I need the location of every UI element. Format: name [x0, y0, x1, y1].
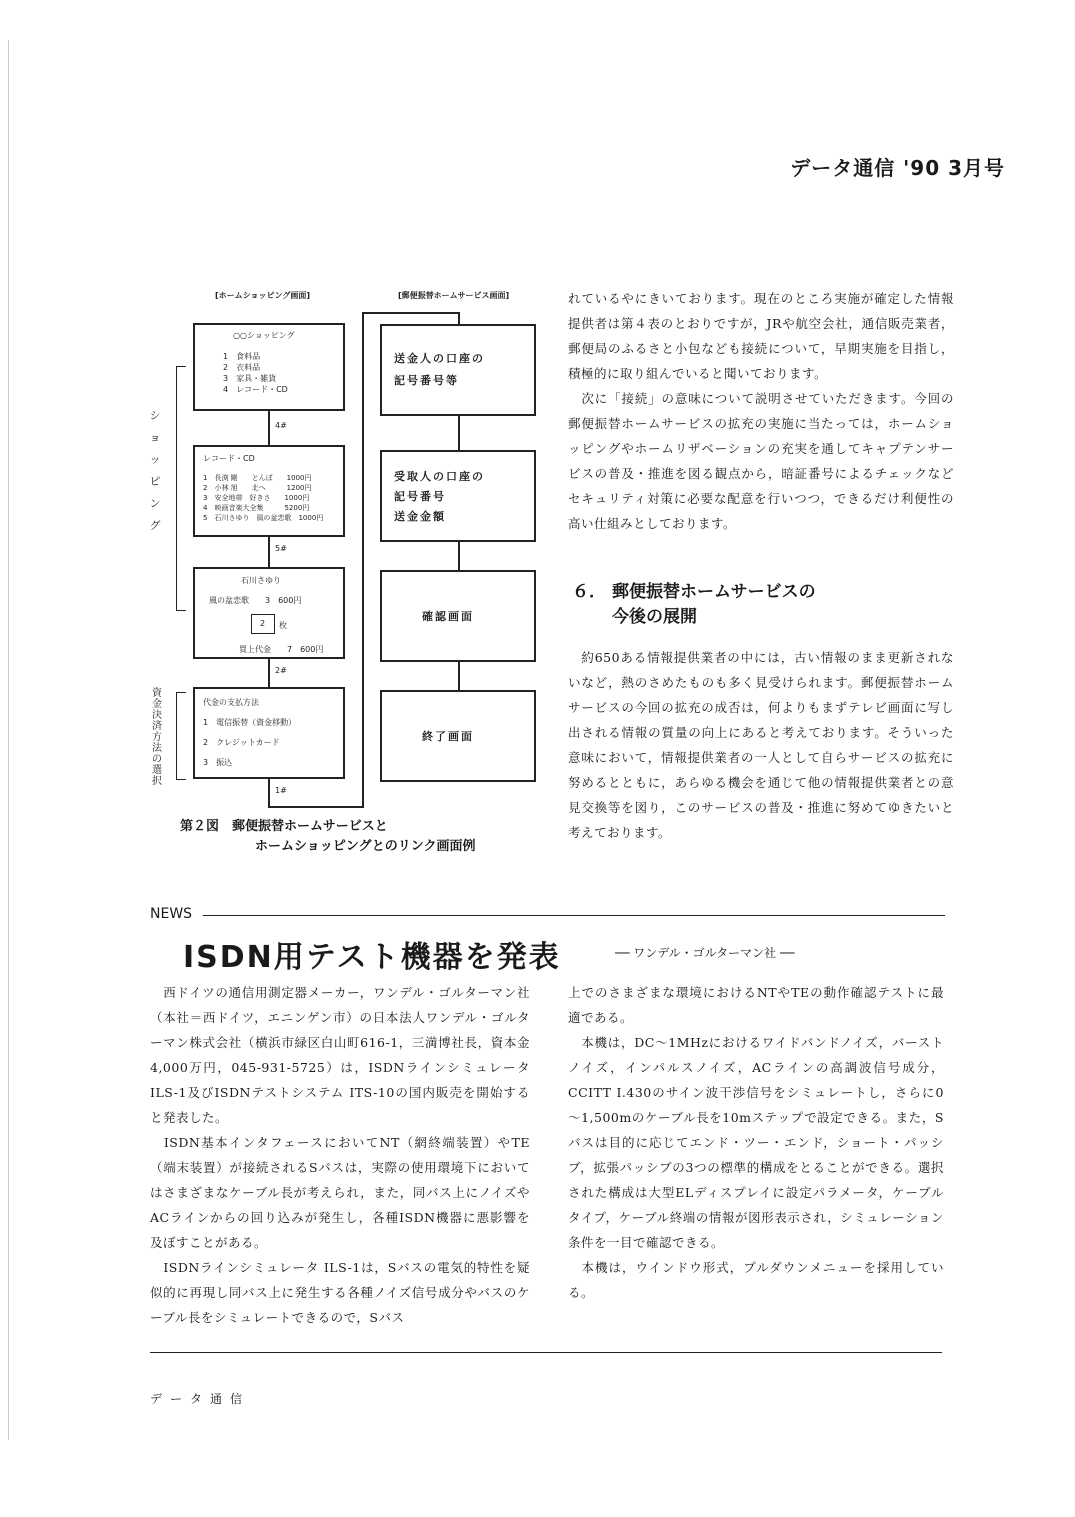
record-line: 4 映画音楽大全集 5200円	[203, 504, 310, 512]
paragraph: ISDNラインシミュレータ ILS-1は，Sバスの電気的特性を疑似的に再現し同バス上に発生する各種ノイズ信号成分やバスのケーブル長をシミュレートできるので，Sバス	[150, 1260, 530, 1325]
connector-line	[268, 659, 270, 687]
screen-receiver-account	[380, 450, 536, 542]
section-number: ６．	[572, 582, 606, 602]
page-edge-shadow	[8, 40, 9, 1440]
news-title: ISDN用テスト機器を発表	[183, 940, 561, 975]
link-line-top-drop	[458, 312, 460, 324]
quantity-box	[251, 614, 275, 634]
screen-line: 記号番号	[394, 490, 446, 503]
news-rule	[203, 915, 945, 916]
payment-line: 2 クレジットカード	[203, 738, 280, 747]
screen-shopping-menu	[193, 323, 345, 411]
screen-payment-method	[193, 687, 345, 779]
connector-label: 4#	[275, 421, 287, 430]
record-line: 2 小林 旭 北へ 1200円	[203, 484, 312, 492]
connector-label: 2#	[275, 666, 287, 675]
screen-title: 石川さゆり	[241, 576, 281, 585]
screen-end	[380, 690, 536, 782]
record-line: 3 安全地帯 好きさ 1000円	[203, 494, 310, 502]
menu-line: 2 衣料品	[223, 363, 261, 372]
section-title-line1: 郵便振替ホームサービスの	[612, 582, 816, 602]
screen-line: 送金人の口座の	[394, 352, 485, 365]
news-right-column	[568, 980, 944, 1305]
page-header: データ通信 '90 3月号	[790, 156, 1005, 180]
record-line: 1 長渕 剛 とんぼ 1000円	[203, 474, 312, 482]
paragraph: 西ドイツの通信用測定器メーカー，ワンデル・ゴルターマン社（本社＝西ドイツ，エニンゲン市）の日本法人ワンデル・ゴルターマン株式会社（横浜市緑区白山町616-1，三満博社長，資本金4,000万円，045-931-5725）は，ISDNラインシミュレータ ILS-1及びISDNテストシステム ITS-10の国内販売を開始すると発表した。	[150, 985, 530, 1125]
screen-title: ○○ショッピング	[233, 331, 295, 340]
bracket-shopping	[176, 366, 177, 611]
order-line: 風の盆恋歌 3 600円	[209, 596, 302, 605]
paragraph: れているやにきいております。現在のところ実施が確定した情報提供者は第４表のとおりですが，JRや航空会社，通信販売業者，郵便局のふるさと小包なども接続について，早期実施を目指し，積極的に取り組んでいると聞いております。	[568, 291, 954, 381]
screen-line: 終了画面	[422, 730, 474, 743]
menu-line: 3 家具・雑貨	[223, 374, 277, 383]
screen-line: 確認画面	[422, 610, 474, 623]
connector-line	[458, 662, 460, 690]
figure-left-heading: [ホームショッピング画面]	[215, 291, 310, 300]
news-byline: ── ワンデル・ゴルターマン社 ──	[615, 946, 795, 960]
link-line-vertical	[362, 312, 364, 808]
payment-line: 3 振込	[203, 758, 233, 767]
menu-line: 4 レコード・CD	[223, 385, 288, 394]
quantity-value: 2	[260, 619, 266, 628]
screen-title: 代金の支払方法	[203, 698, 259, 707]
screen-line: 受取人の口座の	[394, 470, 485, 483]
bracket-tick	[176, 366, 186, 367]
record-line: 5 石川さゆり 風の盆恋歌 1000円	[203, 514, 324, 522]
bracket-tick	[176, 779, 186, 780]
screen-records-list	[193, 445, 345, 537]
section-title-line2: 今後の展開	[612, 607, 697, 627]
side-label-payment: 資金決済方法の選択	[152, 688, 162, 787]
bracket-tick	[176, 692, 186, 693]
connector-line	[458, 416, 460, 450]
connector-line	[268, 411, 270, 445]
paragraph: 約650ある情報提供業者の中には，古い情報のまま更新されないなど，熱のさめたものも多く見受けられます。郵便振替ホームサービスの今回の拡充の成否は，何よりもまずテレビ画面に写し出される情報の質量の向上にあると考えております。そういった意味において，情報提供業者の一人として自らサービスの拡充に努めるとともに，あらゆる機会を通じて他の情報提供業者との意見交換等を図り，このサービスの普及・推進に努めてゆきたいと考えております。	[568, 650, 954, 840]
bracket-tick	[176, 610, 186, 611]
screen-sender-account	[380, 324, 536, 416]
section-body	[568, 645, 954, 845]
figure-caption-line2: ホームショッピングとのリンク画面例	[255, 839, 476, 854]
news-label: NEWS	[150, 906, 193, 922]
bracket-payment	[176, 692, 177, 780]
link-line-top	[362, 312, 458, 314]
news-left-column	[150, 980, 530, 1330]
paragraph: 本機は，DC～1MHzにおけるワイドバンドノイズ，バーストノイズ，インパルスノイズ，ACラインの高調波信号成分，CCITT I.430のサイン波干渉信号をシミュレートし，さらに0～1,500mのケーブル長を10mステップで設定できる。また，Sバスは目的に応じてエンド・ツー・エンド，ショート・パッシブ，拡張パッシブの3つの標準的構成をとることができる。選択された構成は大型ELディスプレイに設定パラメータ，ケーブルタイプ，ケーブル終端の情報が図形表示され，シミュレーション条件を一目で確認できる。	[568, 1035, 944, 1250]
connector-line	[268, 779, 270, 807]
screen-confirm	[380, 570, 536, 662]
paragraph: ISDN基本インタフェースにおいてNT（網終端装置）やTE（端末装置）が接続されるSバスは，実際の使用環境下においてはさまざまなケーブル長が考えられ，また，同バス上にノイズやACラインからの回り込みが発生し，各種ISDN機器に悪影響を及ぼすことがある。	[150, 1135, 530, 1250]
link-line-bottom	[268, 806, 362, 808]
page-footer: データ通信	[150, 1392, 251, 1406]
screen-title: レコード・CD	[203, 454, 255, 463]
quantity-unit: 枚	[279, 621, 287, 630]
screen-line: 記号番号等	[394, 374, 459, 387]
side-label-shopping: ショッピング	[149, 409, 161, 532]
screen-line: 送金金額	[394, 510, 446, 523]
order-total: 買上代金 7 600円	[239, 645, 324, 654]
paragraph: 上でのさまざまな環境におけるNTやTEの動作確認テストに最適である。	[568, 985, 944, 1025]
payment-line: 1 電信振替（資金移動）	[203, 718, 297, 727]
right-column-body	[568, 286, 954, 536]
connector-line	[268, 537, 270, 567]
paragraph: 本機は，ウインドウ形式，プルダウンメニューを採用している。	[568, 1260, 944, 1300]
connector-label: 1#	[275, 786, 287, 795]
connector-line	[458, 542, 460, 570]
connector-label: 5#	[275, 544, 287, 553]
paragraph: 次に「接続」の意味について説明させていただきます。今回の郵便振替ホームサービスの拡充の実施に当たっては，ホームショッピングやホームリザベーションの充実を通してキャプテンサービスの普及・推進を図る観点から，暗証番号によるチェックなどセキュリティ対策に必要な配意を行いつつ，できるだけ利便性の高い仕組みとしております。	[568, 391, 954, 531]
screen-order	[193, 567, 345, 659]
bottom-rule	[150, 1352, 942, 1353]
menu-line: 1 食料品	[223, 352, 261, 361]
figure-right-heading: [郵便振替ホームサービス画面]	[398, 291, 510, 300]
figure-caption-line1: 第２図 郵便振替ホームサービスと	[180, 819, 388, 834]
